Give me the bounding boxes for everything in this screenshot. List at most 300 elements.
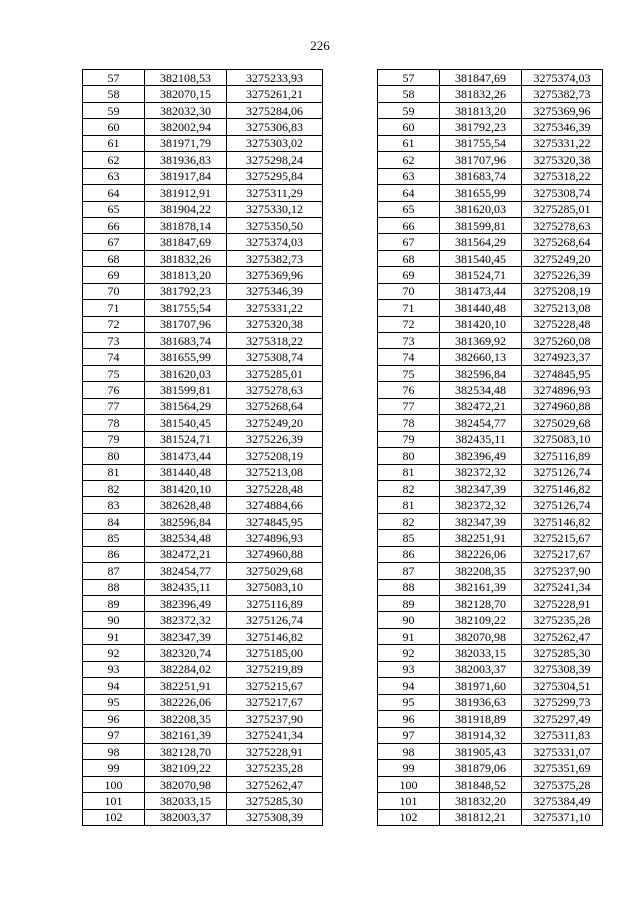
point-number-cell: 86 [83, 546, 145, 562]
x-coordinate-cell: 382070,15 [145, 86, 227, 102]
point-number-cell: 64 [83, 185, 145, 201]
point-number-cell: 73 [83, 333, 145, 349]
y-coordinate-cell: 3275235,28 [522, 612, 603, 628]
x-coordinate-cell: 381420,10 [145, 480, 227, 496]
point-number-cell: 82 [378, 480, 440, 496]
table-row [83, 678, 323, 694]
y-coordinate-cell: 3275295,84 [227, 168, 323, 184]
table-row [378, 678, 603, 694]
y-coordinate-cell: 3274896,93 [522, 382, 603, 398]
point-number-cell: 82 [378, 513, 440, 529]
x-coordinate-cell: 381599,81 [440, 217, 522, 233]
point-number-cell: 77 [378, 398, 440, 414]
point-number-cell: 102 [378, 809, 440, 825]
y-coordinate-cell: 3275083,10 [227, 579, 323, 595]
x-coordinate-cell: 382534,48 [145, 530, 227, 546]
table-row [83, 398, 323, 414]
table-row [83, 563, 323, 579]
y-coordinate-cell: 3275350,50 [227, 217, 323, 233]
y-coordinate-cell: 3275311,29 [227, 185, 323, 201]
x-coordinate-cell: 381564,29 [145, 398, 227, 414]
x-coordinate-cell: 382003,37 [440, 661, 522, 677]
point-number-cell: 57 [378, 70, 440, 86]
x-coordinate-cell: 381420,10 [440, 316, 522, 332]
x-coordinate-cell: 382534,48 [440, 382, 522, 398]
x-coordinate-cell: 382347,39 [440, 480, 522, 496]
y-coordinate-cell: 3275219,89 [227, 661, 323, 677]
table-row [83, 250, 323, 266]
x-coordinate-cell: 382251,91 [440, 530, 522, 546]
y-coordinate-cell: 3275303,02 [227, 135, 323, 151]
x-coordinate-cell: 382628,48 [145, 497, 227, 513]
x-coordinate-cell: 382454,77 [145, 563, 227, 579]
table-row [378, 168, 603, 184]
x-coordinate-cell: 382372,32 [145, 612, 227, 628]
table-row [83, 448, 323, 464]
point-number-cell: 92 [378, 645, 440, 661]
point-number-cell: 76 [378, 382, 440, 398]
x-coordinate-cell: 382596,84 [440, 365, 522, 381]
table-row [378, 513, 603, 529]
x-coordinate-cell: 381707,96 [440, 152, 522, 168]
y-coordinate-cell: 3274845,95 [227, 513, 323, 529]
point-number-cell: 82 [83, 480, 145, 496]
x-coordinate-cell: 382070,98 [145, 776, 227, 792]
y-coordinate-cell: 3275311,83 [522, 727, 603, 743]
y-coordinate-cell: 3275318,22 [227, 333, 323, 349]
y-coordinate-cell: 3275237,90 [522, 563, 603, 579]
table-row [378, 201, 603, 217]
table-row [83, 119, 323, 135]
table-row [378, 563, 603, 579]
x-coordinate-cell: 382070,98 [440, 628, 522, 644]
y-coordinate-cell: 3275374,03 [227, 234, 323, 250]
x-coordinate-cell: 381524,71 [440, 267, 522, 283]
y-coordinate-cell: 3275304,51 [522, 678, 603, 694]
table-row [378, 480, 603, 496]
table-row [83, 513, 323, 529]
table-row [378, 70, 603, 86]
point-number-cell: 90 [378, 612, 440, 628]
x-coordinate-cell: 381912,91 [145, 185, 227, 201]
point-number-cell: 61 [83, 135, 145, 151]
y-coordinate-cell: 3275249,20 [522, 250, 603, 266]
y-coordinate-cell: 3275284,06 [227, 102, 323, 118]
point-number-cell: 63 [83, 168, 145, 184]
x-coordinate-cell: 381524,71 [145, 431, 227, 447]
coordinates-table-left [82, 69, 323, 826]
x-coordinate-cell: 382226,06 [145, 694, 227, 710]
table-row [378, 431, 603, 447]
point-number-cell: 91 [378, 628, 440, 644]
x-coordinate-cell: 381812,21 [440, 809, 522, 825]
y-coordinate-cell: 3275268,64 [227, 398, 323, 414]
point-number-cell: 93 [83, 661, 145, 677]
y-coordinate-cell: 3275226,39 [227, 431, 323, 447]
x-coordinate-cell: 381440,48 [145, 464, 227, 480]
y-coordinate-cell: 3275228,48 [522, 316, 603, 332]
x-coordinate-cell: 382128,70 [440, 596, 522, 612]
y-coordinate-cell: 3275297,49 [522, 711, 603, 727]
y-coordinate-cell: 3275126,74 [522, 464, 603, 480]
y-coordinate-cell: 3275308,39 [227, 809, 323, 825]
table-row [83, 497, 323, 513]
table-row [378, 579, 603, 595]
y-coordinate-cell: 3275261,21 [227, 86, 323, 102]
table-row [378, 776, 603, 792]
table-row [378, 316, 603, 332]
x-coordinate-cell: 381655,99 [145, 349, 227, 365]
x-coordinate-cell: 381914,32 [440, 727, 522, 743]
y-coordinate-cell: 3275233,93 [227, 70, 323, 86]
table-row [378, 612, 603, 628]
x-coordinate-cell: 381905,43 [440, 743, 522, 759]
point-number-cell: 102 [83, 809, 145, 825]
y-coordinate-cell: 3275298,24 [227, 152, 323, 168]
point-number-cell: 74 [83, 349, 145, 365]
x-coordinate-cell: 381813,20 [440, 102, 522, 118]
y-coordinate-cell: 3275346,39 [227, 283, 323, 299]
point-number-cell: 60 [378, 119, 440, 135]
x-coordinate-cell: 382347,39 [440, 513, 522, 529]
x-coordinate-cell: 381847,69 [440, 70, 522, 86]
y-coordinate-cell: 3275241,34 [522, 579, 603, 595]
x-coordinate-cell: 382251,91 [145, 678, 227, 694]
table-row [83, 776, 323, 792]
point-number-cell: 57 [83, 70, 145, 86]
x-coordinate-cell: 382108,53 [145, 70, 227, 86]
table-row [378, 349, 603, 365]
point-number-cell: 96 [378, 711, 440, 727]
x-coordinate-cell: 382226,06 [440, 546, 522, 562]
table-row [378, 267, 603, 283]
point-number-cell: 81 [83, 464, 145, 480]
point-number-cell: 99 [83, 760, 145, 776]
y-coordinate-cell: 3275285,30 [522, 645, 603, 661]
table-row [378, 760, 603, 776]
table-row [83, 464, 323, 480]
table-row [378, 645, 603, 661]
x-coordinate-cell: 381620,03 [440, 201, 522, 217]
point-number-cell: 84 [83, 513, 145, 529]
y-coordinate-cell: 3275320,38 [522, 152, 603, 168]
x-coordinate-cell: 381971,60 [440, 678, 522, 694]
table-row [83, 234, 323, 250]
y-coordinate-cell: 3275285,30 [227, 793, 323, 809]
y-coordinate-cell: 3275146,82 [522, 513, 603, 529]
y-coordinate-cell: 3275208,19 [227, 448, 323, 464]
table-row [83, 694, 323, 710]
table-row [378, 497, 603, 513]
point-number-cell: 69 [378, 267, 440, 283]
y-coordinate-cell: 3275278,63 [522, 217, 603, 233]
x-coordinate-cell: 382208,35 [440, 563, 522, 579]
x-coordinate-cell: 382161,39 [440, 579, 522, 595]
y-coordinate-cell: 3274923,37 [522, 349, 603, 365]
x-coordinate-cell: 382320,74 [145, 645, 227, 661]
table-row [378, 448, 603, 464]
table-row [83, 760, 323, 776]
x-coordinate-cell: 381792,23 [440, 119, 522, 135]
table-row [378, 135, 603, 151]
table-row [378, 398, 603, 414]
table-row [378, 727, 603, 743]
y-coordinate-cell: 3275306,83 [227, 119, 323, 135]
table-row [83, 283, 323, 299]
table-row [378, 283, 603, 299]
point-number-cell: 68 [83, 250, 145, 266]
table-row [83, 645, 323, 661]
point-number-cell: 71 [378, 300, 440, 316]
x-coordinate-cell: 381936,63 [440, 694, 522, 710]
point-number-cell: 79 [378, 431, 440, 447]
x-coordinate-cell: 382372,32 [440, 464, 522, 480]
y-coordinate-cell: 3275146,82 [227, 628, 323, 644]
y-coordinate-cell: 3275029,68 [522, 415, 603, 431]
table-row [83, 168, 323, 184]
point-number-cell: 96 [83, 711, 145, 727]
point-number-cell: 76 [83, 382, 145, 398]
point-number-cell: 78 [378, 415, 440, 431]
y-coordinate-cell: 3275235,28 [227, 760, 323, 776]
y-coordinate-cell: 3275351,69 [522, 760, 603, 776]
y-coordinate-cell: 3274960,88 [522, 398, 603, 414]
x-coordinate-cell: 381832,20 [440, 793, 522, 809]
table-row [378, 596, 603, 612]
y-coordinate-cell: 3275308,39 [522, 661, 603, 677]
table-row [378, 300, 603, 316]
point-number-cell: 62 [83, 152, 145, 168]
x-coordinate-cell: 382396,49 [145, 596, 227, 612]
x-coordinate-cell: 381755,54 [440, 135, 522, 151]
table-row [83, 431, 323, 447]
point-number-cell: 100 [83, 776, 145, 792]
point-number-cell: 71 [83, 300, 145, 316]
x-coordinate-cell: 382128,70 [145, 743, 227, 759]
table-row [378, 152, 603, 168]
table-row [83, 809, 323, 825]
table-row [378, 464, 603, 480]
table-row [83, 152, 323, 168]
table-row [83, 596, 323, 612]
y-coordinate-cell: 3275029,68 [227, 563, 323, 579]
table-row [83, 743, 323, 759]
x-coordinate-cell: 382396,49 [440, 448, 522, 464]
table-row [378, 365, 603, 381]
table-row [83, 727, 323, 743]
x-coordinate-cell: 381813,20 [145, 267, 227, 283]
y-coordinate-cell: 3275308,74 [227, 349, 323, 365]
y-coordinate-cell: 3275308,74 [522, 185, 603, 201]
x-coordinate-cell: 382472,21 [145, 546, 227, 562]
table-row [83, 135, 323, 151]
point-number-cell: 58 [378, 86, 440, 102]
y-coordinate-cell: 3275241,34 [227, 727, 323, 743]
x-coordinate-cell: 381683,74 [440, 168, 522, 184]
table-row [378, 793, 603, 809]
y-coordinate-cell: 3275331,07 [522, 743, 603, 759]
point-number-cell: 74 [378, 349, 440, 365]
y-coordinate-cell: 3275371,10 [522, 809, 603, 825]
point-number-cell: 101 [378, 793, 440, 809]
table-row [83, 102, 323, 118]
point-number-cell: 65 [83, 201, 145, 217]
x-coordinate-cell: 381564,29 [440, 234, 522, 250]
x-coordinate-cell: 381473,44 [145, 448, 227, 464]
table-row [83, 711, 323, 727]
point-number-cell: 70 [378, 283, 440, 299]
point-number-cell: 88 [83, 579, 145, 595]
table-row [378, 809, 603, 825]
y-coordinate-cell: 3275382,73 [227, 250, 323, 266]
point-number-cell: 72 [83, 316, 145, 332]
table-row [378, 415, 603, 431]
point-number-cell: 91 [83, 628, 145, 644]
y-coordinate-cell: 3275330,12 [227, 201, 323, 217]
y-coordinate-cell: 3275228,91 [227, 743, 323, 759]
table-row [83, 579, 323, 595]
x-coordinate-cell: 381755,54 [145, 300, 227, 316]
y-coordinate-cell: 3275285,01 [227, 365, 323, 381]
x-coordinate-cell: 382347,39 [145, 628, 227, 644]
table-row [83, 793, 323, 809]
table-row [83, 267, 323, 283]
point-number-cell: 67 [83, 234, 145, 250]
y-coordinate-cell: 3275126,74 [522, 497, 603, 513]
x-coordinate-cell: 381832,26 [440, 86, 522, 102]
point-number-cell: 66 [378, 217, 440, 233]
y-coordinate-cell: 3275213,08 [227, 464, 323, 480]
point-number-cell: 99 [378, 760, 440, 776]
table-row [83, 217, 323, 233]
x-coordinate-cell: 382284,02 [145, 661, 227, 677]
y-coordinate-cell: 3275374,03 [522, 70, 603, 86]
y-coordinate-cell: 3275215,67 [522, 530, 603, 546]
point-number-cell: 89 [378, 596, 440, 612]
point-number-cell: 65 [378, 201, 440, 217]
y-coordinate-cell: 3275146,82 [522, 480, 603, 496]
table-row [83, 480, 323, 496]
y-coordinate-cell: 3274845,95 [522, 365, 603, 381]
y-coordinate-cell: 3275116,89 [522, 448, 603, 464]
table-row [83, 612, 323, 628]
y-coordinate-cell: 3275208,19 [522, 283, 603, 299]
point-number-cell: 81 [378, 497, 440, 513]
point-number-cell: 59 [378, 102, 440, 118]
y-coordinate-cell: 3274960,88 [227, 546, 323, 562]
x-coordinate-cell: 382472,21 [440, 398, 522, 414]
x-coordinate-cell: 382161,39 [145, 727, 227, 743]
table-row [83, 201, 323, 217]
point-number-cell: 101 [83, 793, 145, 809]
x-coordinate-cell: 382032,30 [145, 102, 227, 118]
x-coordinate-cell: 382002,94 [145, 119, 227, 135]
point-number-cell: 61 [378, 135, 440, 151]
x-coordinate-cell: 382660,13 [440, 349, 522, 365]
y-coordinate-cell: 3275228,91 [522, 596, 603, 612]
point-number-cell: 89 [83, 596, 145, 612]
x-coordinate-cell: 382033,15 [145, 793, 227, 809]
x-coordinate-cell: 381847,69 [145, 234, 227, 250]
y-coordinate-cell: 3275369,96 [227, 267, 323, 283]
y-coordinate-cell: 3275185,00 [227, 645, 323, 661]
table-row [83, 382, 323, 398]
table-row [378, 530, 603, 546]
y-coordinate-cell: 3275237,90 [227, 711, 323, 727]
table-row [83, 628, 323, 644]
point-number-cell: 73 [378, 333, 440, 349]
x-coordinate-cell: 382109,22 [440, 612, 522, 628]
table-row [378, 217, 603, 233]
x-coordinate-cell: 382435,11 [440, 431, 522, 447]
y-coordinate-cell: 3275262,47 [227, 776, 323, 792]
point-number-cell: 92 [83, 645, 145, 661]
point-number-cell: 93 [378, 661, 440, 677]
x-coordinate-cell: 381848,52 [440, 776, 522, 792]
point-number-cell: 62 [378, 152, 440, 168]
point-number-cell: 94 [378, 678, 440, 694]
table-row [378, 694, 603, 710]
x-coordinate-cell: 381707,96 [145, 316, 227, 332]
point-number-cell: 97 [83, 727, 145, 743]
point-number-cell: 77 [83, 398, 145, 414]
x-coordinate-cell: 381599,81 [145, 382, 227, 398]
x-coordinate-cell: 382372,32 [440, 497, 522, 513]
table-row [83, 300, 323, 316]
y-coordinate-cell: 3275268,64 [522, 234, 603, 250]
point-number-cell: 70 [83, 283, 145, 299]
point-number-cell: 72 [378, 316, 440, 332]
y-coordinate-cell: 3275228,48 [227, 480, 323, 496]
y-coordinate-cell: 3274884,66 [227, 497, 323, 513]
table-body [378, 70, 603, 826]
point-number-cell: 63 [378, 168, 440, 184]
point-number-cell: 68 [378, 250, 440, 266]
x-coordinate-cell: 381440,48 [440, 300, 522, 316]
point-number-cell: 81 [378, 464, 440, 480]
x-coordinate-cell: 382033,15 [440, 645, 522, 661]
point-number-cell: 95 [83, 694, 145, 710]
table-row [83, 70, 323, 86]
point-number-cell: 64 [378, 185, 440, 201]
point-number-cell: 83 [83, 497, 145, 513]
point-number-cell: 90 [83, 612, 145, 628]
table-row [83, 415, 323, 431]
x-coordinate-cell: 382596,84 [145, 513, 227, 529]
point-number-cell: 100 [378, 776, 440, 792]
x-coordinate-cell: 381369,92 [440, 333, 522, 349]
x-coordinate-cell: 381918,89 [440, 711, 522, 727]
y-coordinate-cell: 3275285,01 [522, 201, 603, 217]
y-coordinate-cell: 3275262,47 [522, 628, 603, 644]
table-row [378, 250, 603, 266]
x-coordinate-cell: 382208,35 [145, 711, 227, 727]
y-coordinate-cell: 3275369,96 [522, 102, 603, 118]
y-coordinate-cell: 3275331,22 [227, 300, 323, 316]
x-coordinate-cell: 382454,77 [440, 415, 522, 431]
x-coordinate-cell: 381904,22 [145, 201, 227, 217]
y-coordinate-cell: 3275346,39 [522, 119, 603, 135]
table-row [378, 86, 603, 102]
table-row [83, 546, 323, 562]
point-number-cell: 59 [83, 102, 145, 118]
point-number-cell: 78 [83, 415, 145, 431]
table-row [83, 530, 323, 546]
x-coordinate-cell: 382003,37 [145, 809, 227, 825]
table-row [378, 661, 603, 677]
table-row [83, 316, 323, 332]
table-row [378, 333, 603, 349]
